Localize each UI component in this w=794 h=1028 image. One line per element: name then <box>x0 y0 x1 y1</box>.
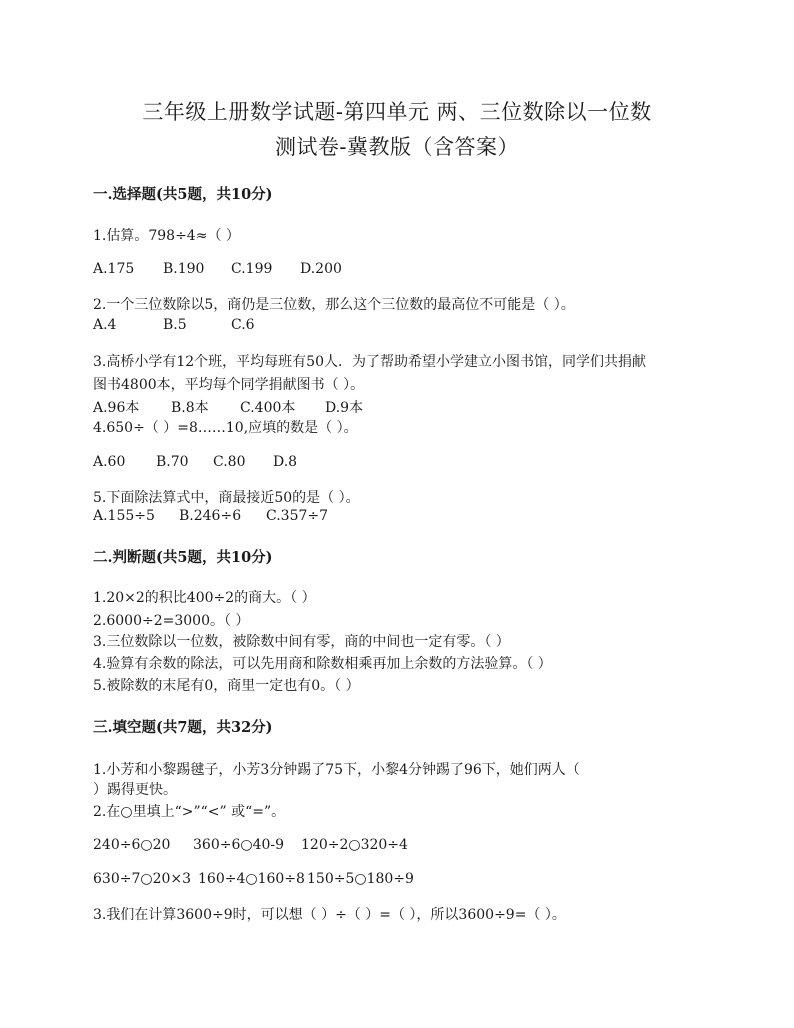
judge-item-4: 4.验算有余数的除法，可以先用商和除数相乘再加上余数的方法验算。（ ） <box>93 656 552 672</box>
document-title-line2: 测试卷-冀教版（含答案） <box>274 135 520 159</box>
compare-expression: 120÷2○320÷4 <box>301 837 408 853</box>
fill-question-2: 2.在○里填上“>”“<” 或“=”。 <box>93 804 286 820</box>
fill-question-1-line1: 1.小芳和小黎踢毽子，小芳3分钟踢了75下，小黎4分钟踢了96下，她们两人（ <box>93 762 580 778</box>
compare-expression: 240÷6○20 <box>93 837 171 853</box>
fill-question-3: 3.我们在计算3600÷9时，可以想（ ）÷（ ）=（ ），所以3600÷9=（ ）。 <box>93 907 566 923</box>
option-a: A.175 <box>93 261 135 277</box>
judge-item-3: 3.三位数除以一位数，被除数中间有零，商的中间也一定有零。（ ） <box>93 634 510 650</box>
option-b: B.5 <box>163 317 187 333</box>
compare-expression: 150÷5○180÷9 <box>307 871 414 887</box>
option-a: A.4 <box>93 317 117 333</box>
fill-question-1-line2: ）踢得更快。 <box>93 782 177 798</box>
compare-expression: 630÷7○20×3 <box>93 871 192 887</box>
question-1-1: 1.估算。798÷4≈（ ） <box>93 228 240 244</box>
judge-item-2: 2.6000÷2=3000。（ ） <box>93 613 250 629</box>
judge-item-5: 5.被除数的末尾有0，商里一定也有0。（ ） <box>93 678 360 694</box>
question-1-3-line2: 图书4800本，平均每个同学捐献图书（ ）。 <box>93 377 365 393</box>
option-b: B.190 <box>163 261 205 277</box>
option-a: A.155÷5 <box>93 508 155 524</box>
section1-heading: 一.选择题(共5题，共10分) <box>93 186 273 203</box>
option-d: D.200 <box>300 261 342 277</box>
judge-item-1: 1.20×2的积比400÷2的商大。（ ） <box>93 590 316 606</box>
option-b: B.70 <box>156 454 189 470</box>
option-a: A.60 <box>93 454 126 470</box>
compare-expression: 360÷6○40-9 <box>193 837 285 853</box>
document-title-line1: 三年级上册数学试题-第四单元 两、三位数除以一位数 <box>142 100 652 124</box>
section3-heading: 三.填空题(共7题，共32分) <box>93 719 273 736</box>
option-c: C.6 <box>231 317 255 333</box>
option-d: D.8 <box>273 454 298 470</box>
compare-expression: 160÷4○160÷8 <box>198 871 305 887</box>
question-1-3-line1: 3.高桥小学有12个班，平均每班有50人．为了帮助希望小学建立小图书馆，同学们共捐献 <box>93 354 646 370</box>
option-c: C.357÷7 <box>266 508 329 524</box>
question-1-4: 4.650÷（ ）=8……10,应填的数是（ ）。 <box>93 420 358 436</box>
option-b: B.246÷6 <box>179 508 242 524</box>
section2-heading: 二.判断题(共5题，共10分) <box>93 549 273 566</box>
option-a: A.96本 <box>93 400 140 416</box>
question-1-5: 5.下面除法算式中，商最接近50的是（ ）。 <box>93 490 360 506</box>
option-d: D.9本 <box>325 400 364 416</box>
option-c: C.80 <box>213 454 246 470</box>
question-1-2: 2.一个三位数除以5，商仍是三位数，那么这个三位数的最高位不可能是（ ）。 <box>93 297 575 313</box>
option-b: B.8本 <box>171 400 209 416</box>
option-c: C.400本 <box>240 400 296 416</box>
option-c: C.199 <box>231 261 273 277</box>
